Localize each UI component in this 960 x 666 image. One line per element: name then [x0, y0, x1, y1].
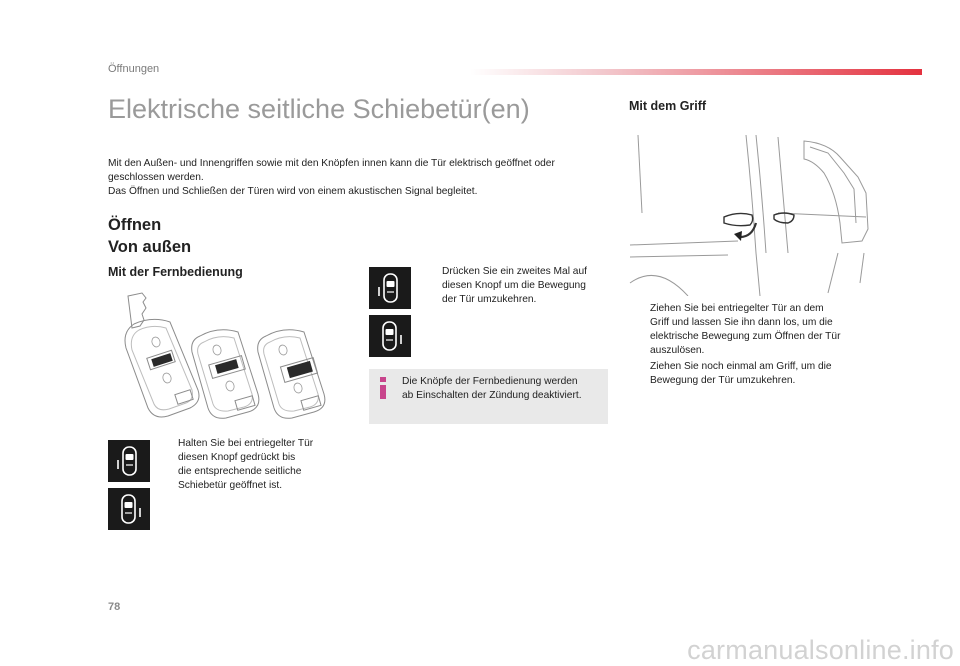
intro-paragraph	[108, 157, 608, 199]
watermark: carmanualsonline.info	[687, 635, 954, 665]
sliding-door-right-button-icon	[369, 315, 411, 357]
sliding-door-left-button-icon	[369, 267, 411, 309]
info-line: ab Einschalten der Zündung deaktiviert.	[402, 390, 582, 401]
bullet-line: Schiebetür geöffnet ist.	[178, 480, 283, 491]
intro-line: Das Öffnen und Schließen der Türen wird von einem akustischen Signal begleitet.	[108, 186, 478, 197]
header-accent-line	[470, 69, 922, 75]
heading-outside: Von außen	[108, 238, 192, 256]
bullet-line: Bewegung der Tür umzukehren.	[650, 375, 796, 386]
door-handle-icon	[628, 133, 870, 296]
info-text	[402, 375, 607, 403]
bullet-line: Drücken Sie ein zweites Mal auf	[442, 266, 587, 277]
page-title: Elektrische seitliche Schiebetür(en)	[108, 94, 530, 124]
heading-open: Öffnen	[108, 216, 162, 234]
bullet-line: die entsprechende seitliche	[178, 466, 302, 477]
bullet-line: Griff und lassen Sie ihn dann los, um die	[650, 317, 833, 328]
bullet-line: diesen Knopf gedrückt bis	[178, 452, 296, 463]
bullet-line: Halten Sie bei entriegelter Tür	[178, 438, 314, 449]
bullet-hold-button	[157, 437, 347, 493]
bullet-line: Ziehen Sie bei entriegelter Tür an dem	[650, 303, 824, 314]
bullet-line: diesen Knopf um die Bewegung	[442, 280, 586, 291]
bullet-press-again	[421, 265, 611, 307]
bullet-pull-handle	[629, 302, 869, 358]
door-handle-illustration	[628, 133, 870, 296]
sliding-door-right-button-icon	[108, 488, 150, 530]
section-header: Öffnungen	[108, 63, 160, 75]
heading-handle: Mit dem Griff	[629, 99, 707, 113]
info-line: Die Knöpfe der Fernbedienung werden	[402, 376, 578, 387]
bullet-line: auszulösen.	[650, 345, 705, 356]
bullet-line: Ziehen Sie noch einmal am Griff, um die	[650, 361, 832, 372]
bullet-pull-again	[629, 360, 869, 388]
page-number: 78	[108, 601, 121, 613]
remote-key-fobs-icon	[112, 290, 342, 430]
bullet-line: der Tür umzukehren.	[442, 294, 537, 305]
sliding-door-left-button-icon	[108, 440, 150, 482]
info-icon	[378, 377, 388, 399]
intro-line: Mit den Außen- und Innengriffen sowie mit den Knöpfen innen kann die Tür elektrisch geöffnet oder	[108, 158, 555, 169]
intro-line: geschlossen werden.	[108, 172, 204, 183]
remote-key-fobs-illustration	[112, 290, 342, 430]
bullet-line: elektrische Bewegung zum Öffnen der Tür	[650, 331, 841, 342]
info-note	[369, 369, 608, 424]
heading-remote: Mit der Fernbedienung	[108, 265, 243, 279]
